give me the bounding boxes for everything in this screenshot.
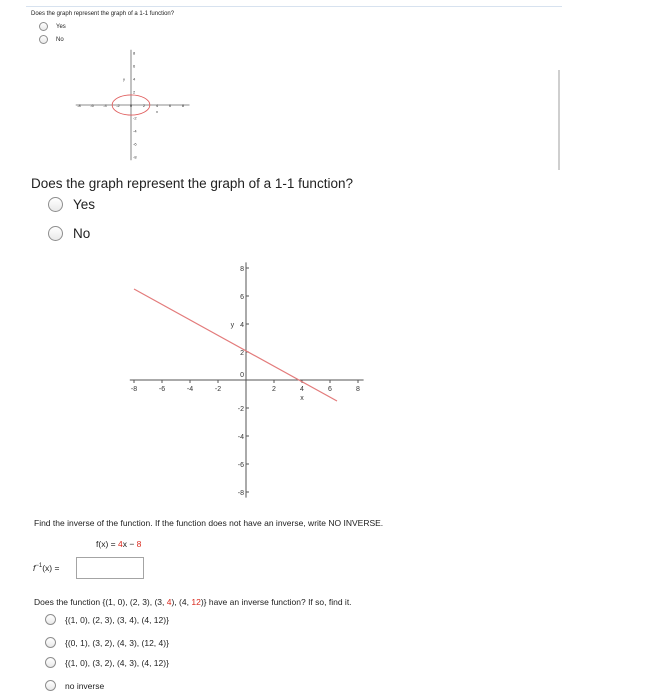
inverse-question-title: Find the inverse of the function. If the function does not have an inverse, write NO INVERSE. — [34, 518, 384, 528]
relation-radio-1[interactable] — [45, 614, 56, 625]
answer-label-end: (x) = — [42, 563, 60, 573]
relation-title-start: Does the function {(1, 0), (2, 3), (3, — [34, 597, 167, 607]
main-origin-label: 0 — [240, 372, 244, 379]
function-const: 8 — [136, 539, 142, 549]
main-x-tick-label: -8 — [130, 386, 138, 393]
small-x-tick-label: -6 — [90, 103, 94, 108]
answer-label — [33, 563, 59, 573]
relation-title-red2: 12 — [191, 597, 201, 607]
main-question-title: Does the graph represent the graph of a 1-1 function? — [31, 176, 353, 191]
small-x-axis-label: x — [156, 109, 158, 114]
main-graph-line — [134, 289, 337, 401]
small-y-tick-label: 8 — [133, 50, 136, 56]
relation-option-2[interactable] — [45, 637, 169, 648]
main-option-yes-label: Yes — [73, 197, 96, 212]
top-divider — [26, 6, 562, 7]
main-x-tick-label: 6 — [328, 386, 332, 393]
main-y-tick-label: 6 — [240, 294, 244, 301]
main-x-tick-label: 8 — [356, 386, 360, 393]
main-y-tick-label: -8 — [237, 490, 244, 497]
small-y-tick-label: 6 — [133, 63, 136, 69]
small-y-tick-label: -6 — [133, 141, 137, 147]
small-x-tick-label: -4 — [103, 103, 107, 108]
main-y-tick-label: 4 — [240, 322, 244, 329]
main-x-tick-label: 2 — [272, 386, 276, 393]
relation-option-1[interactable] — [45, 614, 169, 625]
inverse-answer-input[interactable] — [76, 557, 144, 579]
main-y-tick-label: -2 — [237, 406, 244, 413]
small-option-yes[interactable] — [39, 22, 66, 31]
main-radio-no[interactable] — [48, 226, 63, 241]
small-y-tick-label: -2 — [133, 115, 137, 121]
relation-question-title — [34, 597, 352, 607]
small-radio-no[interactable] — [39, 35, 48, 44]
relation-option-2-label: {(0, 1), (3, 2), (4, 3), (12, 4)} — [65, 637, 169, 648]
small-x-tick-label: -8 — [77, 103, 81, 108]
small-y-axis-label: y — [123, 76, 125, 82]
relation-option-4-label: no inverse — [65, 680, 105, 691]
main-y-axis-label: y — [230, 322, 235, 329]
main-option-yes[interactable] — [48, 197, 95, 212]
small-option-yes-label: Yes — [56, 23, 66, 30]
main-radio-yes[interactable] — [48, 197, 63, 212]
small-y-tick-label: -8 — [133, 154, 137, 160]
relation-option-3[interactable] — [45, 657, 169, 668]
relation-radio-2[interactable] — [45, 637, 56, 648]
small-x-tick-label: 2 — [142, 103, 146, 108]
relation-radio-4[interactable] — [45, 680, 56, 691]
small-y-tick-label: 4 — [133, 76, 136, 82]
function-mid: x − — [122, 539, 137, 549]
relation-title-end: )} have an inverse function? If so, find it. — [200, 597, 352, 607]
function-coef: 4 — [117, 539, 123, 549]
main-x-tick-label: -4 — [186, 386, 194, 393]
main-y-tick-label: -4 — [237, 434, 244, 441]
small-x-tick-label: 4 — [155, 103, 159, 108]
answer-label-sup: −1 — [35, 563, 43, 570]
small-option-no[interactable] — [39, 35, 64, 44]
small-x-tick-label: 0 — [129, 103, 133, 108]
relation-option-3-label: {(1, 0), (3, 2), (4, 3), (4, 12)} — [65, 657, 169, 668]
small-x-tick-label: 6 — [168, 103, 172, 108]
small-radio-yes[interactable] — [39, 22, 48, 31]
relation-option-1-label: {(1, 0), (2, 3), (3, 4), (4, 12)} — [65, 614, 169, 625]
main-y-tick-label: 2 — [240, 350, 244, 357]
main-y-tick-label: -6 — [237, 462, 244, 469]
main-option-no-label: No — [73, 226, 91, 241]
main-x-tick-label: -2 — [214, 386, 222, 393]
main-x-tick-label: -6 — [158, 386, 166, 393]
answer-label-f: f — [33, 563, 36, 573]
small-option-no-label: No — [56, 36, 64, 43]
function-lhs: f(x) = — [96, 539, 118, 549]
relation-radio-3[interactable] — [45, 657, 56, 668]
main-graph — [120, 250, 390, 500]
main-x-tick-label: 4 — [300, 386, 304, 393]
relation-title-mid: ), (4, — [171, 597, 192, 607]
main-option-no[interactable] — [48, 226, 90, 241]
small-y-tick-label: 2 — [133, 89, 136, 95]
small-x-tick-label: 8 — [181, 103, 185, 108]
small-x-tick-label: -2 — [116, 103, 120, 108]
relation-option-4[interactable] — [45, 680, 104, 691]
function-definition — [96, 539, 141, 549]
small-graph — [70, 40, 210, 165]
small-question-title: Does the graph represent the graph of a 1-1 function? — [31, 11, 175, 17]
main-y-tick-label: 8 — [240, 266, 244, 273]
right-divider — [558, 70, 560, 170]
relation-title-red1: 4 — [166, 597, 172, 607]
main-x-axis-label: x — [300, 395, 304, 402]
small-y-tick-label: -4 — [133, 128, 137, 134]
